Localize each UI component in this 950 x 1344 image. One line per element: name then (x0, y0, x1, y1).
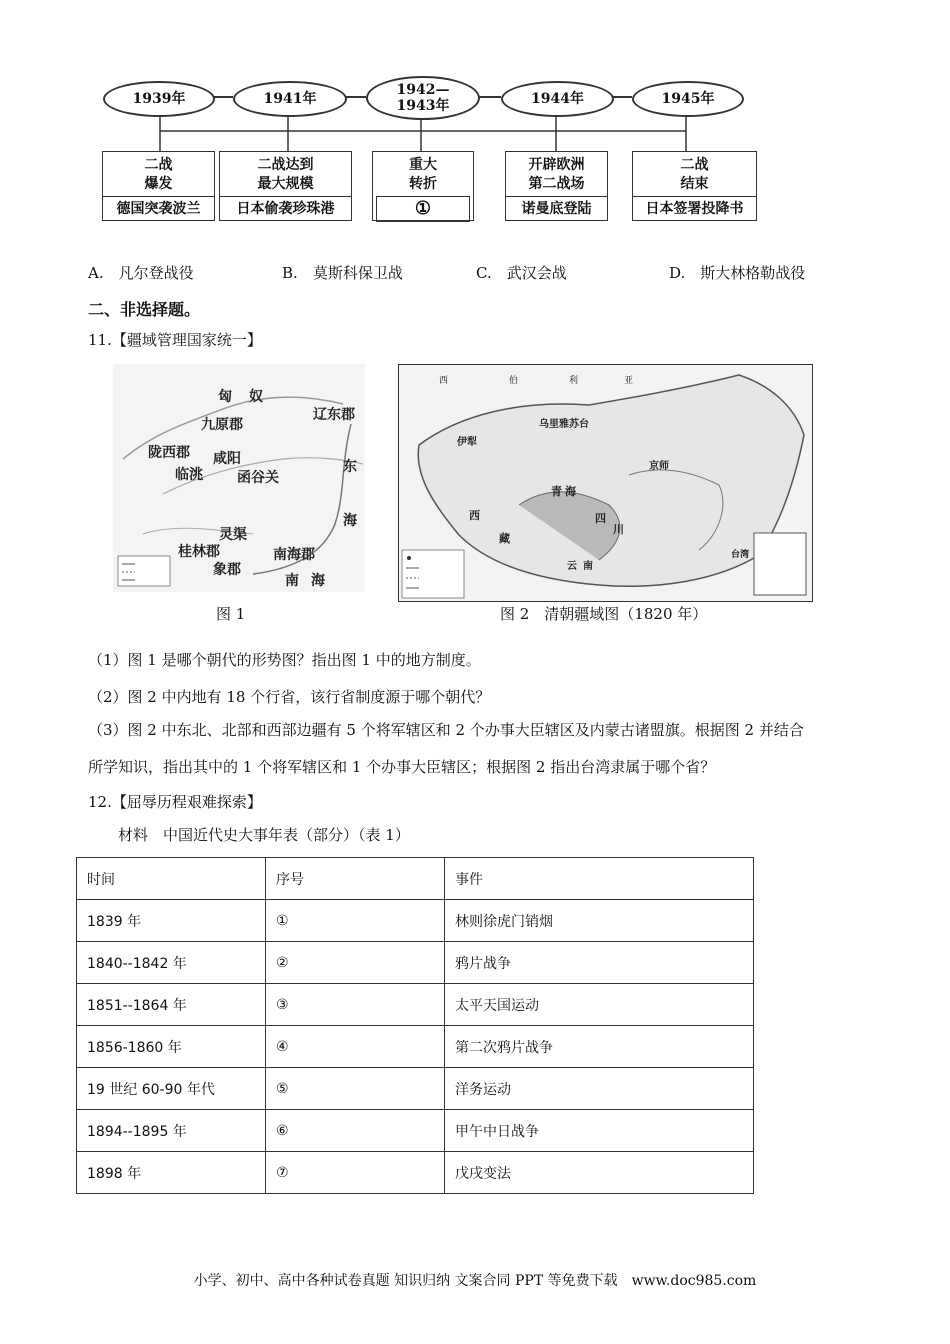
map1-label: 奴 (249, 389, 263, 405)
column-header: 时间 (77, 858, 266, 900)
map1-label: 南海郡 (273, 547, 315, 563)
option-c[interactable]: C. 武汉会战 (476, 264, 567, 282)
q11-question-3-cont: 所学知识，指出其中的 1 个将军辖区和 1 个办事大臣辖区；根据图 2 指出台湾隶属于哪个省？ (88, 758, 716, 776)
map2-label: 南 (583, 561, 593, 572)
table-cell: 1851--1864 年 (77, 984, 266, 1026)
map2-label: 西 (469, 509, 480, 522)
table-cell: 1898 年 (77, 1152, 266, 1194)
map2-caption: 图 2 清朝疆域图（1820 年） (500, 605, 708, 623)
map-qin-dynasty (113, 364, 365, 592)
map1-caption: 图 1 (216, 605, 246, 623)
history-events-table (76, 857, 754, 1194)
table-header-row (77, 858, 754, 900)
table-row (77, 900, 754, 942)
table-cell: ⑦ (266, 1152, 445, 1194)
option-d[interactable]: D. 斯大林格勒战役 (669, 264, 806, 282)
table-cell: ④ (266, 1026, 445, 1068)
map1-label: 海 (311, 573, 325, 589)
map2-label: 云 (567, 561, 577, 572)
q12-title: 12.【屈辱历程艰难探索】 (88, 793, 262, 811)
map1-label: 辽东郡 (313, 407, 355, 423)
map2-label: 伯 (509, 376, 519, 386)
table-cell: ⑤ (266, 1068, 445, 1110)
section-title: 二、非选择题。 (88, 300, 201, 319)
map2-label: 西 (439, 376, 449, 386)
table-cell: ② (266, 942, 445, 984)
table-cell: 林则徐虎门销烟 (445, 900, 754, 942)
map2-label: 青 (551, 485, 562, 498)
map1-label: 九原郡 (201, 417, 243, 433)
map1-label: 海 (343, 513, 357, 529)
map-qing-territory (398, 364, 813, 602)
table-cell: 甲午中日战争 (445, 1110, 754, 1152)
table-cell: 1894--1895 年 (77, 1110, 266, 1152)
timeline-year-1939: 1939年 (103, 81, 215, 117)
timeline-event-1945: 二战 结束 日本签署投降书 (632, 151, 757, 221)
q11-question-3: （3）图 2 中东北、北部和西部边疆有 5 个将军辖区和 2 个办事大臣辖区及内蒙古诸盟旗。根据图 2 并结合 (88, 721, 804, 739)
map1-label: 匈 (218, 389, 232, 405)
timeline-year-1944: 1944年 (501, 81, 614, 117)
map2-label: 亚 (624, 376, 634, 386)
option-b[interactable]: B. 莫斯科保卫战 (282, 264, 403, 282)
map2-label: 藏 (499, 532, 510, 545)
table-cell: 太平天国运动 (445, 984, 754, 1026)
map1-label: 灵渠 (219, 527, 247, 543)
map1-label: 南 (285, 573, 299, 589)
map2-label: 四 (595, 512, 606, 525)
table-row (77, 1110, 754, 1152)
column-header: 事件 (445, 858, 754, 900)
q11-question-1: （1）图 1 是哪个朝代的形势图？指出图 1 中的地方制度。 (88, 651, 481, 669)
q11-question-2: （2）图 2 中内地有 18 个行省，该行省制度源于哪个朝代？ (88, 688, 491, 706)
q11-title: 11.【疆域管理国家统一】 (88, 331, 262, 349)
map1-label: 函谷关 (237, 470, 279, 486)
map1-label: 咸阳 (213, 451, 241, 467)
timeline-year-1942-1943: 1942— 1943年 (366, 76, 480, 120)
table-row (77, 1152, 754, 1194)
map2-label: 川 (613, 523, 624, 536)
table-cell: ① (266, 900, 445, 942)
timeline-event-1942: 重大 转折 ① (372, 151, 474, 221)
column-header: 序号 (266, 858, 445, 900)
table-cell: 第二次鸦片战争 (445, 1026, 754, 1068)
timeline-year-1945: 1945年 (632, 81, 744, 117)
timeline-event-1941: 二战达到 最大规模 日本偷袭珍珠港 (219, 151, 352, 221)
table-row (77, 942, 754, 984)
table-cell: 洋务运动 (445, 1068, 754, 1110)
timeline-event-1939: 二战 爆发 德国突袭波兰 (102, 151, 215, 221)
table-cell: ③ (266, 984, 445, 1026)
timeline-event-1944: 开辟欧洲 第二战场 诺曼底登陆 (505, 151, 608, 221)
table-cell: 1839 年 (77, 900, 266, 942)
map1-label: 临洮 (175, 467, 203, 483)
map2-label: 利 (569, 376, 579, 386)
map2-borders (399, 365, 812, 601)
map1-label: 陇西郡 (148, 445, 190, 461)
table-cell: ⑥ (266, 1110, 445, 1152)
timeline-year-1941: 1941年 (233, 81, 347, 117)
table-cell: 1840--1842 年 (77, 942, 266, 984)
table-row (77, 1068, 754, 1110)
answer-blank: ① (376, 196, 470, 222)
map2-label: 海 (565, 485, 576, 498)
map1-label: 东 (343, 459, 357, 475)
table-cell: 戊戌变法 (445, 1152, 754, 1194)
map1-label: 象郡 (213, 562, 241, 578)
map2-label: 伊犁 (457, 437, 477, 448)
table-row (77, 984, 754, 1026)
map2-label: 台湾 (731, 550, 750, 560)
table-cell: 1856-1860 年 (77, 1026, 266, 1068)
map1-label: 桂林郡 (178, 544, 220, 560)
map2-label: 乌里雅苏台 (539, 419, 589, 430)
table-row (77, 1026, 754, 1068)
option-a[interactable]: A. 凡尔登战役 (88, 264, 194, 282)
table-cell: 19 世纪 60-90 年代 (77, 1068, 266, 1110)
page-footer: 小学、初中、高中各种试卷真题 知识归纳 文案合同 PPT 等免费下载 www.doc985.com (193, 1273, 757, 1289)
table-cell: 鸦片战争 (445, 942, 754, 984)
q12-material: 材料 中国近代史大事年表（部分）（表 1） (118, 826, 410, 844)
map2-label: 京师 (649, 461, 669, 472)
